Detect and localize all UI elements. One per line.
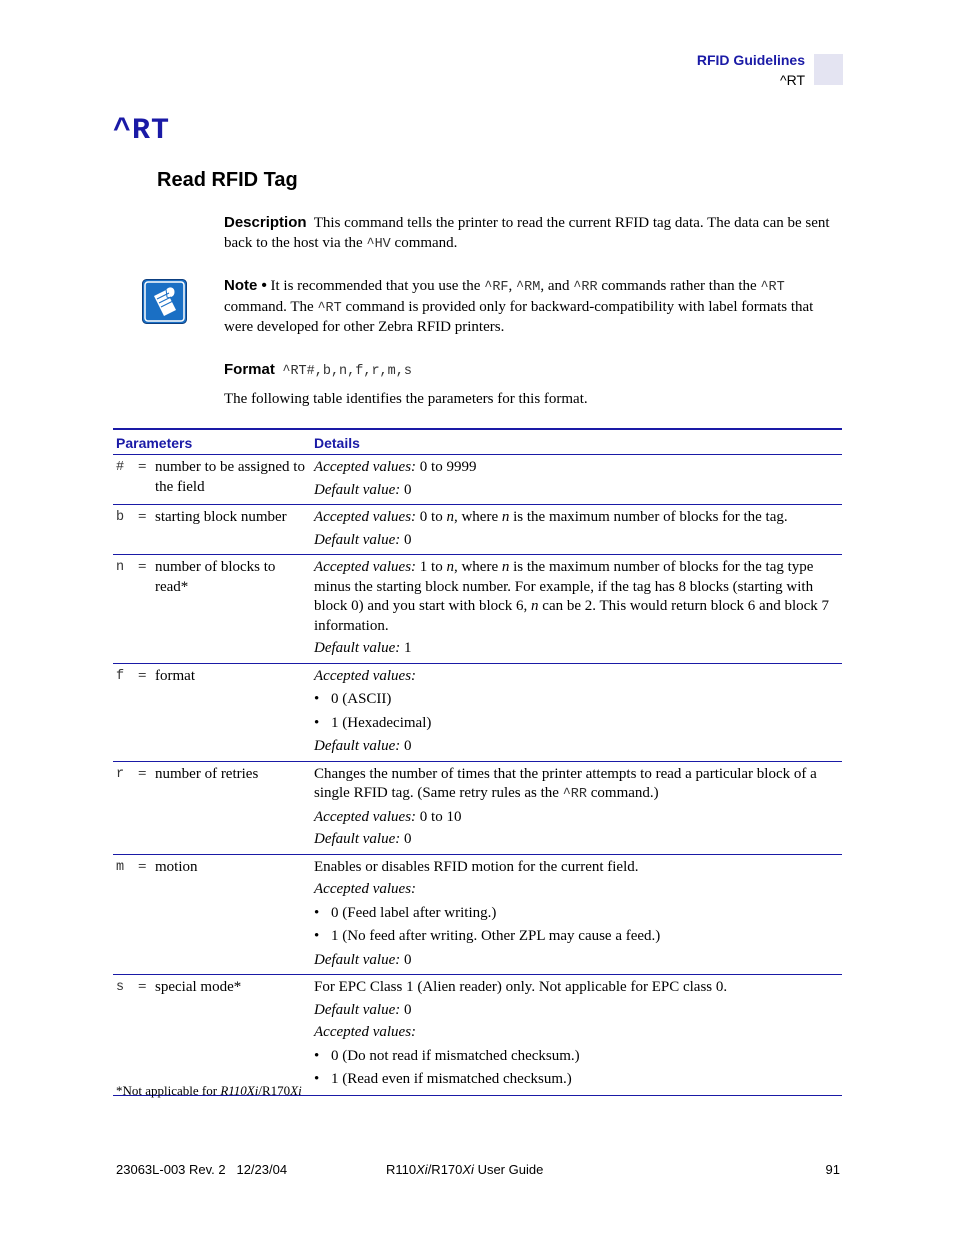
table-row [113,555,842,664]
table-row [113,761,842,854]
description-paragraph [224,213,842,254]
param-details [311,555,842,664]
details-label: Default value: [314,531,401,548]
header-command: ^RT [780,72,805,88]
note-code: ^RT [760,280,785,295]
footer-guide-part: Xi [462,1162,474,1177]
note-text: commands rather than the [597,278,761,294]
details-text: 0 [400,738,412,754]
param-description: number of retries [155,765,259,782]
footnote-model: Xi [290,1083,302,1098]
param-description: starting block number [155,509,287,525]
details-text: , where [453,559,502,575]
column-header-details: Details [311,429,842,455]
param-equals: = [138,559,147,575]
details-label: Accepted values: [314,459,417,475]
table-row [113,455,842,505]
note-text: command. The [224,298,318,315]
param-equals: = [138,459,147,475]
param-equals: = [138,765,147,782]
param-details [311,505,842,555]
details-text: 0 [400,831,412,847]
format-code: ^RT#,b,n,f,r,m,s [282,364,412,379]
note-code: ^RF [484,280,509,295]
format-label: Format [224,361,275,378]
details-var: n [501,509,510,525]
table-row [113,505,842,555]
param-details [311,455,842,505]
footnote-text: *Not applicable for [116,1083,221,1098]
details-code: ^RR [562,787,588,802]
details-label: Default value: [314,1001,401,1018]
details-text: 0 [400,1001,412,1018]
details-text: 0 [400,951,412,968]
param-equals: = [138,667,147,684]
details-text: command.) [587,785,659,801]
footer-page-number: 91 [825,1162,840,1177]
bullet-item: • 0 (Feed label after writing.) [314,904,839,924]
param-equals: = [138,509,147,525]
footer-doc-info [116,1162,287,1177]
details-label: Accepted values: [314,559,417,575]
parameters-table [113,428,842,1096]
param-code: s [116,980,125,995]
table-intro: The following table identifies the parameters for this format. [224,391,588,407]
footer-guide-title [386,1162,543,1177]
details-text: 0 [400,531,412,548]
note-text: , [508,278,517,294]
page-title: ^RT [113,114,171,148]
column-header-parameters: Parameters [113,429,311,455]
footnote-model: R110Xi [220,1083,259,1098]
footer-guide-part: User Guide [473,1162,544,1177]
param-code: m [116,859,125,875]
note-text: command is provided only for backward-compatibility with label formats that were developed for other Zebra RFID printers. [224,298,814,335]
footer-date: 12/23/04 [236,1162,288,1177]
details-text: For EPC Class 1 (Alien reader) only. Not applicable for EPC class 0. [314,979,728,995]
header-section-title: RFID Guidelines [696,52,805,68]
details-label: Default value: [314,640,401,656]
param-details [311,663,842,761]
param-details [311,854,842,975]
param-details [311,761,842,854]
table-row [113,854,842,975]
param-description: format [155,667,195,684]
details-text: can be 2. This would return block 6 and block 7 information. [314,598,830,634]
details-text: Enables or disables RFID motion for the current field. [314,858,639,875]
param-equals: = [138,979,147,995]
details-text: is the maximum number of blocks for the tag. [509,509,788,525]
details-var: n [501,559,510,575]
details-var: n [446,509,454,525]
table-row [113,663,842,761]
param-details [311,975,842,1096]
param-code: b [116,510,125,525]
details-text: 0 to 10 [416,808,462,825]
description-code: ^HV [366,236,391,252]
param-equals: = [138,858,147,875]
footer-doc-number: 23063L-003 Rev. 2 [116,1162,226,1177]
note-code: ^RR [573,280,598,295]
details-label: Accepted values: [314,509,417,525]
table-row [113,975,842,1096]
details-text: Changes the number of times that the printer attempts to read a particular block of a single RFID tag. (Same retry rules as the [314,765,817,801]
header-tab-marker [814,54,843,85]
footer-guide-part: R110 [386,1162,417,1177]
param-code: # [116,460,125,475]
details-label: Default value: [314,951,401,968]
details-text: 0 [400,481,412,498]
details-var: n [531,598,539,614]
details-text: 0 to [416,509,447,525]
footnote-text: /R170 [258,1083,291,1098]
details-label: Default value: [314,481,401,498]
details-text: , where [453,509,502,525]
format-line [224,360,842,382]
table-header-row [113,429,842,455]
note-paragraph [224,276,842,338]
bullet-item: • 1 (Read even if mismatched checksum.) [314,1070,839,1090]
bullet-item: • 1 (No feed after writing. Other ZPL may cause a feed.) [314,927,839,947]
param-code: f [116,668,125,684]
param-description: special mode* [155,979,242,995]
details-text: 0 to 9999 [416,459,477,475]
note-code: ^RT [317,300,342,316]
description-text-end: command. [390,234,458,251]
details-label: Accepted values: [314,808,417,825]
details-var: n [446,559,454,575]
footnote [116,1083,302,1099]
details-label: Default value: [314,738,401,754]
footer-guide-part: Xi [416,1162,428,1177]
details-label: Accepted values: [314,881,417,897]
bullet-item: • 0 (Do not read if mismatched checksum.) [314,1047,839,1067]
param-description: motion [155,858,198,875]
details-label: Accepted values: [314,667,417,684]
description-text: This command tells the printer to read the current RFID tag data. The data can be sent back to the host via the [224,215,830,251]
param-description: number of blocks to read* [155,559,276,595]
param-description: number to be assigned to the field [155,459,305,495]
details-label: Default value: [314,831,401,847]
details-text: is the maximum number of blocks for the tag type minus the starting block number. For example, if the tag has 8 blocks (starting with block 0) and you start with block 6, [314,559,814,614]
description-label: Description [224,214,307,231]
param-code: r [116,766,125,782]
details-label: Accepted values: [314,1024,417,1040]
note-hand-icon [142,279,187,324]
note-label: Note • [224,277,267,294]
page-subtitle: Read RFID Tag [157,169,298,191]
param-code: n [116,560,125,575]
details-text: 1 to [416,559,447,575]
details-text: 1 [400,640,412,656]
bullet-item: • 0 (ASCII) [314,690,839,710]
footer-guide-part: /R170 [427,1162,463,1177]
bullet-item: • 1 (Hexadecimal) [314,714,839,734]
note-code: ^RM [516,280,541,295]
note-text: It is recommended that you use the [266,278,485,294]
note-text: , and [540,278,574,294]
